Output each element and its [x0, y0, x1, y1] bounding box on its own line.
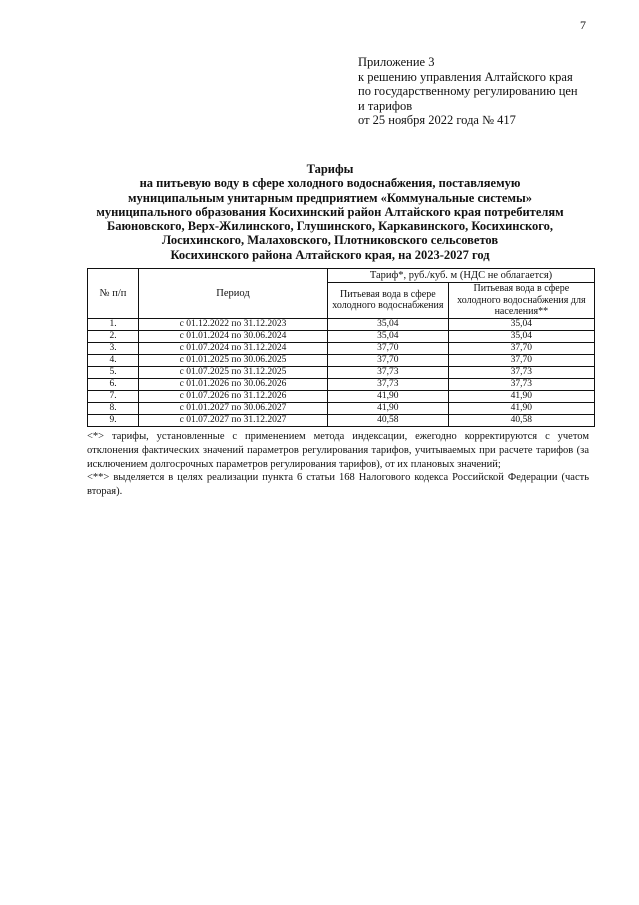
- header-number: № п/п: [88, 269, 139, 319]
- title-line: муниципальным унитарным предприятием «Коммунальные системы»: [128, 190, 532, 205]
- footnote-vat: <**> выделяется в целях реализации пункта 6 статьи 168 Налогового кодекса Российской Федерации (часть вторая).: [87, 472, 589, 498]
- appendix-line: по государственному регулированию цен: [358, 84, 578, 98]
- appendix-line: от 25 ноября 2022 года № 417: [358, 113, 516, 127]
- row-number: 8.: [88, 402, 139, 414]
- row-period: с 01.01.2025 по 30.06.2025: [139, 354, 328, 366]
- document-title: [70, 162, 590, 262]
- appendix-line: Приложение 3: [358, 55, 435, 69]
- table-row: [88, 402, 595, 414]
- row-tariff-population: 35,04: [448, 330, 594, 342]
- row-number: 3.: [88, 342, 139, 354]
- row-tariff: 37,70: [328, 354, 449, 366]
- title-line: на питьевую воду в сфере холодного водоснабжения, поставляемую: [139, 176, 521, 191]
- table-row: [88, 354, 595, 366]
- header-tariff: Тариф*, руб./куб. м (НДС не облагается): [328, 269, 595, 283]
- row-number: 7.: [88, 390, 139, 402]
- tariff-table: [87, 268, 595, 427]
- row-tariff: 37,70: [328, 342, 449, 354]
- footnote-indexation: <*> тарифы, установленные с применением метода индексации, ежегодно корректируются с учетом отклонения фактических значений параметров регулирования тарифов, учитываемых при расчете тарифов (за исключением долгосрочных параметров регулирования тарифов), от их плановых значений;: [87, 431, 589, 470]
- row-tariff-population: 41,90: [448, 390, 594, 402]
- row-tariff: 35,04: [328, 330, 449, 342]
- header-water: Питьевая вода в сфере холодного водоснабжения: [328, 283, 449, 319]
- title-line: Лосихинского, Малаховского, Плотниковского сельсоветов: [161, 233, 499, 248]
- row-period: с 01.01.2027 по 30.06.2027: [139, 402, 328, 414]
- row-tariff: 40,58: [328, 414, 449, 426]
- row-tariff-population: 37,70: [448, 354, 594, 366]
- appendix-line: и тарифов: [358, 98, 413, 113]
- title-line: Косихинского района Алтайского края, на 2023-2027 год: [170, 247, 490, 262]
- row-period: с 01.01.2024 по 30.06.2024: [139, 330, 328, 342]
- row-number: 5.: [88, 366, 139, 378]
- row-number: 4.: [88, 354, 139, 366]
- row-period: с 01.07.2024 по 31.12.2024: [139, 342, 328, 354]
- row-tariff: 35,04: [328, 318, 449, 330]
- title-line: Тарифы: [306, 162, 354, 176]
- row-tariff: 37,73: [328, 378, 449, 390]
- row-period: с 01.07.2025 по 31.12.2025: [139, 366, 328, 378]
- appendix-line: к решению управления Алтайского края: [358, 69, 573, 84]
- table-row: [88, 318, 595, 330]
- table-row: [88, 366, 595, 378]
- row-period: с 01.07.2027 по 31.12.2027: [139, 414, 328, 426]
- row-period: с 01.01.2026 по 30.06.2026: [139, 378, 328, 390]
- table-row: [88, 378, 595, 390]
- row-tariff-population: 37,73: [448, 378, 594, 390]
- title-line: Баюновского, Верх-Жилинского, Глушинского, Каркавинского, Косихинского,: [106, 219, 554, 234]
- table-row: [88, 414, 595, 426]
- row-period: с 01.12.2022 по 31.12.2023: [139, 318, 328, 330]
- title-line: муниципального образования Косихинский район Алтайского края потребителям: [96, 204, 564, 219]
- appendix-reference: [358, 55, 578, 128]
- row-number: 6.: [88, 378, 139, 390]
- row-tariff-population: 40,58: [448, 414, 594, 426]
- footnotes: [87, 430, 589, 499]
- table-row: [88, 342, 595, 354]
- row-number: 9.: [88, 414, 139, 426]
- row-tariff-population: 37,73: [448, 366, 594, 378]
- row-tariff: 41,90: [328, 402, 449, 414]
- header-period: Период: [139, 269, 328, 319]
- row-tariff-population: 37,70: [448, 342, 594, 354]
- table-row: [88, 390, 595, 402]
- row-tariff-population: 41,90: [448, 402, 594, 414]
- table-row: [88, 330, 595, 342]
- row-tariff: 41,90: [328, 390, 449, 402]
- row-number: 2.: [88, 330, 139, 342]
- page-number: 7: [580, 18, 586, 32]
- row-tariff-population: 35,04: [448, 318, 594, 330]
- row-number: 1.: [88, 318, 139, 330]
- row-period: с 01.07.2026 по 31.12.2026: [139, 390, 328, 402]
- row-tariff: 37,73: [328, 366, 449, 378]
- header-water-population: Питьевая вода в сфере холодного водоснабжения для населения**: [448, 283, 594, 319]
